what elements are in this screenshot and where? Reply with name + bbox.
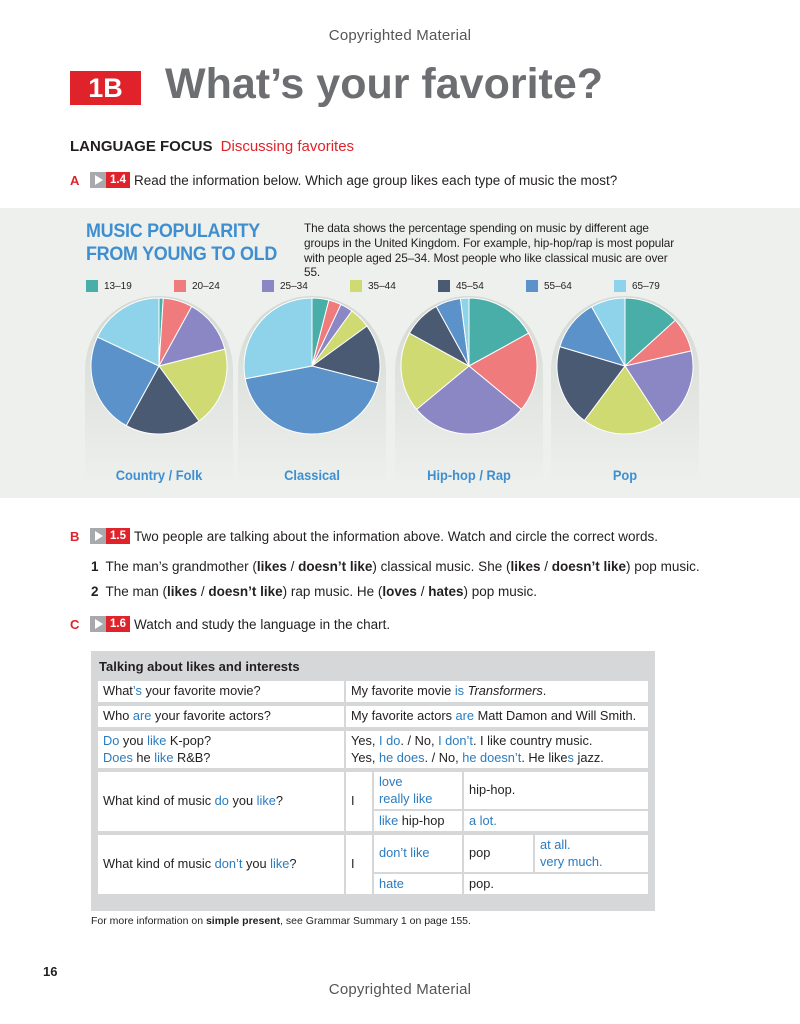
grammar-highlight: really like — [379, 790, 433, 806]
grammar-text: Who — [103, 708, 133, 724]
sentence-text: ) rap music. He ( — [282, 584, 383, 599]
grammar-text: . / No, — [424, 749, 463, 765]
grammar-adverb-cell — [464, 811, 648, 831]
copyright-watermark-top: Copyrighted Material — [328, 27, 472, 44]
legend-label: 45–54 — [456, 280, 484, 292]
grammar-highlight: ’s — [132, 683, 142, 699]
grammar-text: you — [119, 733, 148, 748]
sentence-text: The man ( — [105, 584, 168, 599]
legend-swatch — [174, 280, 186, 292]
sentence-text: ) classical music. She ( — [372, 559, 511, 574]
pie-chart-label: Country / Folk — [115, 467, 203, 483]
pie-chart-card — [85, 296, 233, 486]
sentence-number: 1 — [91, 559, 99, 574]
grammar-chart-heading: Talking about likes and interests — [99, 659, 300, 674]
grammar-verb-cell — [374, 772, 462, 809]
exercise-b-instruction: Two people are talking about the information above. Watch and circle the correct words. — [134, 528, 659, 544]
pie-chart-card — [395, 296, 543, 486]
option-doesnt-like[interactable]: doesn’t like — [298, 559, 373, 574]
grammar-text: pop — [469, 845, 491, 861]
grammar-highlight: like — [270, 856, 290, 872]
grammar-highlight: at all. — [540, 837, 571, 852]
exercise-b-letter: B — [70, 528, 80, 544]
option-likes[interactable]: likes — [167, 584, 198, 599]
grammar-text: Yes, — [351, 733, 379, 748]
footnote-text: For more information on — [91, 915, 206, 927]
video-number: 1.4 — [106, 172, 130, 188]
option-separator: / — [416, 584, 429, 599]
grammar-highlight: like — [379, 812, 399, 828]
grammar-pronoun-cell — [346, 772, 372, 831]
legend-swatch — [262, 280, 274, 292]
grammar-chart — [91, 651, 655, 911]
language-focus-subtitle: Discussing favorites — [220, 138, 355, 155]
legend-item — [174, 280, 220, 292]
grammar-verb-cell — [374, 835, 462, 872]
grammar-question-cell — [98, 835, 344, 894]
grammar-verb-cell — [374, 874, 462, 894]
grammar-text: you — [228, 793, 257, 809]
grammar-footnote — [91, 915, 471, 927]
legend-label: 20–24 — [192, 280, 220, 292]
chart-legend — [0, 280, 800, 294]
grammar-answer-cell — [346, 681, 648, 702]
pie-slice-65–79 — [244, 298, 312, 379]
grammar-text: Yes, — [351, 749, 379, 765]
grammar-text: . / No, — [400, 733, 439, 748]
legend-item — [438, 280, 484, 292]
option-separator: / — [286, 559, 299, 574]
pie-chart-label: Hip-hop / Rap — [427, 467, 511, 483]
grammar-highlight: don’t like — [379, 845, 430, 861]
infographic-title-line1: MUSIC POPULARITY — [86, 220, 260, 242]
legend-label: 55–64 — [544, 280, 572, 292]
grammar-text: . I like country music. — [472, 733, 593, 748]
option-hates[interactable]: hates — [428, 584, 464, 599]
language-focus-label: LANGUAGE FOCUS — [70, 138, 213, 155]
grammar-highlight: like — [256, 793, 276, 809]
legend-label: 25–34 — [280, 280, 308, 292]
grammar-text: I — [351, 793, 355, 809]
play-icon — [90, 616, 106, 632]
legend-swatch — [350, 280, 362, 292]
grammar-text: My favorite actors — [351, 708, 456, 724]
legend-swatch — [86, 280, 98, 292]
music-popularity-infographic — [0, 208, 800, 498]
grammar-adverb-cell — [535, 835, 648, 872]
footnote-text: , see Grammar Summary 1 on page 155. — [280, 915, 471, 927]
grammar-object-cell — [464, 874, 648, 894]
grammar-answer-cell — [346, 706, 648, 727]
grammar-text: . — [542, 683, 547, 699]
exercise-b-sentence-1 — [91, 559, 700, 574]
option-loves[interactable]: loves — [382, 584, 417, 599]
exercise-c-letter: C — [70, 616, 80, 632]
grammar-text: your favorite movie? — [141, 683, 261, 699]
grammar-highlight: a lot. — [469, 812, 497, 828]
pie-chart-label: Pop — [612, 467, 638, 483]
grammar-text: K-pop? — [166, 733, 212, 748]
sentence-number: 2 — [91, 584, 99, 599]
grammar-highlight: I don’t — [438, 733, 473, 748]
pie-chart-label: Classical — [284, 467, 340, 483]
grammar-text: your favorite actors? — [151, 708, 271, 724]
exercise-c — [70, 616, 390, 632]
language-focus-heading — [70, 138, 354, 155]
legend-label: 35–44 — [368, 280, 396, 292]
infographic-description: The data shows the percentage spending on music by different age groups in the United Kingdom. For example, hip-hop/rap is most popular with people aged 25–34. Most people who like classical music are over 55. — [304, 221, 675, 280]
footnote-link-simple-present[interactable]: simple present — [205, 915, 281, 927]
pie-chart — [85, 296, 233, 446]
grammar-text: he — [132, 749, 155, 765]
grammar-text: My favorite movie — [351, 683, 455, 699]
grammar-highlight: Do — [103, 733, 120, 748]
grammar-text: What kind of music — [103, 793, 215, 809]
legend-item — [614, 280, 660, 292]
option-separator: / — [540, 559, 552, 574]
infographic-title — [86, 220, 277, 266]
grammar-highlight: very much. — [540, 853, 603, 869]
grammar-answer-cell — [346, 731, 648, 768]
grammar-question-cell — [98, 731, 344, 768]
sentence-text: ) pop music. — [626, 559, 700, 574]
legend-label: 65–79 — [632, 280, 660, 292]
grammar-text: Matt Damon and Will Smith. — [474, 708, 637, 724]
video-1-6-button[interactable] — [90, 616, 130, 632]
grammar-highlight: Does — [103, 749, 133, 765]
grammar-highlight: he does — [379, 749, 425, 765]
grammar-text: hip-hop — [398, 812, 445, 828]
exercise-a-letter: A — [70, 172, 80, 188]
grammar-highlight: love — [379, 774, 403, 789]
grammar-text: . He like — [521, 749, 568, 765]
legend-label: 13–19 — [104, 280, 132, 292]
option-doesnt-like[interactable]: doesn’t like — [208, 584, 283, 599]
play-icon — [90, 172, 106, 188]
grammar-highlight: s — [567, 749, 574, 765]
pie-chart — [551, 296, 699, 446]
legend-item — [526, 280, 572, 292]
legend-swatch — [526, 280, 538, 292]
grammar-highlight: don’t — [214, 856, 243, 872]
infographic-title-line2: FROM YOUNG TO OLD — [86, 243, 278, 265]
grammar-object-cell — [464, 772, 648, 809]
video-1-4-button[interactable] — [90, 172, 130, 188]
grammar-text: hip-hop. — [469, 782, 516, 798]
exercise-a-instruction: Read the information below. Which age group likes each type of music the most? — [134, 172, 618, 188]
legend-swatch — [438, 280, 450, 292]
option-separator: / — [197, 584, 209, 599]
grammar-text: pop. — [469, 875, 494, 891]
grammar-text: I — [351, 856, 355, 872]
grammar-text: What kind of music — [103, 856, 215, 872]
grammar-highlight: like — [147, 733, 167, 748]
legend-item — [86, 280, 132, 292]
grammar-text: ? — [289, 856, 297, 872]
video-1-5-button[interactable] — [90, 528, 130, 544]
page-number: 16 — [43, 964, 58, 979]
unit-badge: 1B — [70, 71, 141, 105]
grammar-verb-cell — [374, 811, 462, 831]
exercise-b-sentence-2 — [91, 584, 537, 599]
grammar-text: R&B? — [173, 749, 211, 765]
grammar-text: ? — [275, 793, 283, 809]
play-icon — [90, 528, 106, 544]
grammar-highlight: do — [214, 793, 229, 809]
sentence-text: The man’s grandmother ( — [105, 559, 257, 574]
video-number: 1.6 — [106, 616, 130, 632]
option-likes[interactable]: likes — [256, 559, 287, 574]
copyright-watermark-bottom: Copyrighted Material — [328, 981, 472, 998]
grammar-highlight: I do — [379, 733, 401, 748]
exercise-b — [70, 528, 658, 544]
grammar-highlight: like — [154, 749, 174, 765]
legend-item — [350, 280, 396, 292]
grammar-italic: Transformers — [467, 683, 543, 699]
grammar-text: What — [103, 683, 133, 699]
legend-item — [262, 280, 308, 292]
grammar-highlight: is — [454, 683, 465, 699]
legend-swatch — [614, 280, 626, 292]
option-likes[interactable]: likes — [510, 559, 541, 574]
exercise-a — [70, 172, 617, 188]
pie-chart — [395, 296, 543, 446]
grammar-text: you — [242, 856, 271, 872]
grammar-highlight: are — [132, 708, 152, 724]
pie-chart — [238, 296, 386, 446]
pie-chart-card — [551, 296, 699, 486]
option-doesnt-like[interactable]: doesn’t like — [551, 559, 627, 574]
sentence-text: ) pop music. — [463, 584, 538, 599]
grammar-highlight: he doesn’t — [462, 749, 522, 765]
grammar-pronoun-cell — [346, 835, 372, 894]
page-title: What’s your favorite? — [165, 60, 604, 108]
pie-chart-card — [238, 296, 386, 486]
grammar-question-cell — [98, 706, 344, 727]
grammar-question-cell — [98, 772, 344, 831]
grammar-question-cell — [98, 681, 344, 702]
grammar-text: jazz. — [573, 749, 604, 765]
exercise-c-instruction: Watch and study the language in the chart. — [134, 616, 391, 632]
video-number: 1.5 — [106, 528, 130, 544]
grammar-highlight: hate — [379, 875, 404, 891]
grammar-highlight: are — [455, 708, 475, 724]
grammar-object-cell — [464, 835, 533, 872]
